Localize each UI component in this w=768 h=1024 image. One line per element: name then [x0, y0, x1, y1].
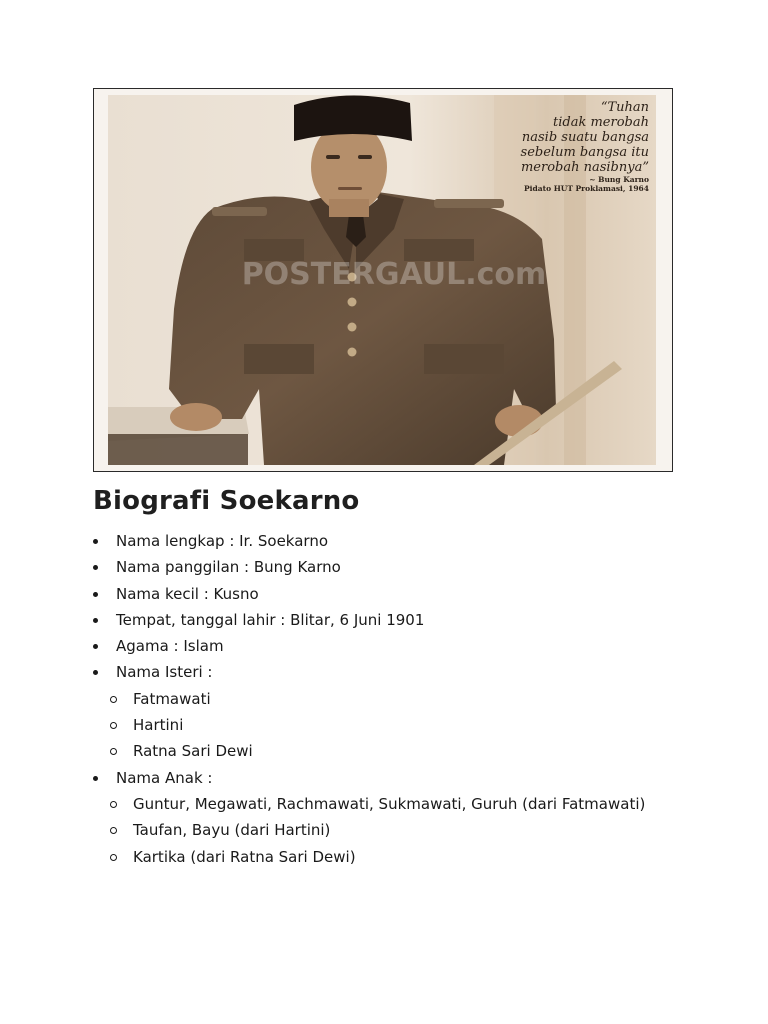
- page-title: Biografi Soekarno: [93, 486, 360, 516]
- sub-list-item: Ratna Sari Dewi: [93, 738, 693, 764]
- quote-line-5: merobah nasibnya”: [520, 160, 649, 175]
- sub-list-item: Kartika (dari Ratna Sari Dewi): [93, 844, 693, 870]
- sub-list-item: Guntur, Megawati, Rachmawati, Sukmawati, Guruh (dari Fatmawati): [93, 791, 693, 817]
- biography-list: [93, 528, 693, 870]
- quote-attribution: ~ Bung Karno: [589, 175, 649, 184]
- portrait-photo: [93, 88, 673, 472]
- list-item: Nama Isteri :: [93, 659, 693, 685]
- quote-line-3: nasib suatu bangsa: [521, 130, 649, 145]
- list-item: Agama : Islam: [93, 633, 693, 659]
- quote-line-4: sebelum bangsa itu: [520, 145, 649, 160]
- quote-source: Pidato HUT Proklamasi, 1964: [524, 184, 649, 193]
- list-item: Nama Anak :: [93, 765, 693, 791]
- list-item: Tempat, tanggal lahir : Blitar, 6 Juni 1901: [93, 607, 693, 633]
- sub-list-item: Fatmawati: [93, 686, 693, 712]
- sub-list-item: Taufan, Bayu (dari Hartini): [93, 817, 693, 843]
- quote-line-2: tidak merobah: [553, 115, 649, 130]
- watermark-text: POSTERGAUL.com: [241, 257, 547, 292]
- sub-list-item: Hartini: [93, 712, 693, 738]
- list-item: Nama lengkap : Ir. Soekarno: [93, 528, 693, 554]
- list-item: Nama kecil : Kusno: [93, 581, 693, 607]
- quote-line-1: “Tuhan: [600, 100, 649, 115]
- list-item: Nama panggilan : Bung Karno: [93, 554, 693, 580]
